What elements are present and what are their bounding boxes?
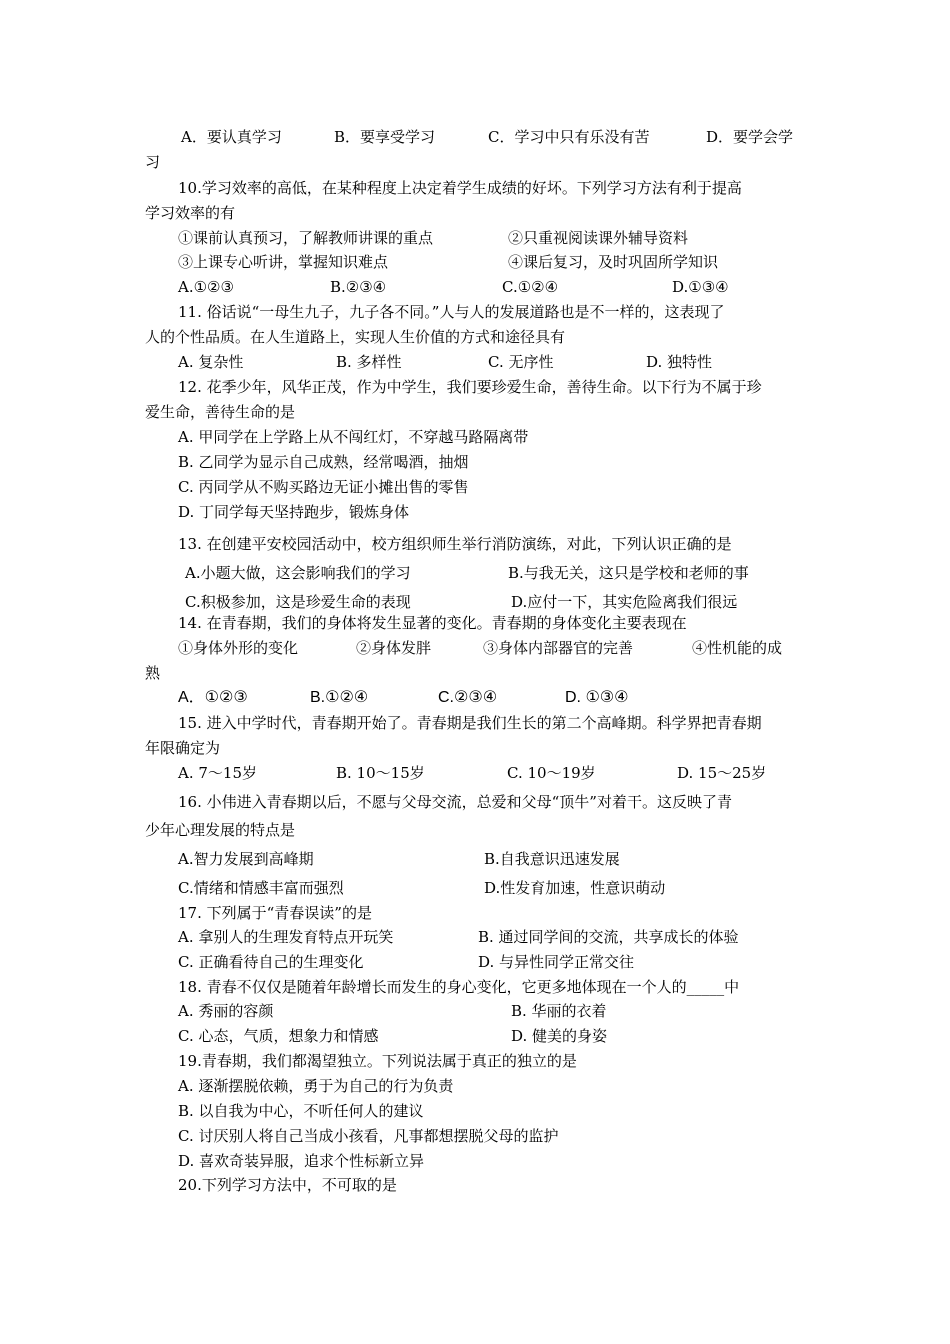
q16-stem-line1: 16. 小伟进入青春期以后，不愿与父母交流，总爱和父母“顶牛”对着干。这反映了青 xyxy=(178,793,732,811)
q18-option-b: B. 华丽的衣着 xyxy=(511,1002,607,1020)
q14-item-4: ④性机能的成 xyxy=(692,639,783,657)
q18-option-c: C. 心态，气质，想象力和情感 xyxy=(178,1027,379,1045)
q19-option-c: C. 讨厌别人将自己当成小孩看，凡事都想摆脱父母的监护 xyxy=(178,1127,559,1145)
q13-option-c: C.积极参加，这是珍爱生命的表现 xyxy=(185,593,411,611)
q17-option-c: C. 正确看待自己的生理变化 xyxy=(178,953,364,971)
q12-stem-line2: 爱生命，善待生命的是 xyxy=(145,403,296,421)
q10-item-4: ④课后复习，及时巩固所学知识 xyxy=(508,253,719,271)
q13-stem: 13. 在创建平安校园活动中，校方组织师生举行消防演练，对此，下列认识正确的是 xyxy=(178,535,732,553)
q10-item-2: ②只重视阅读课外辅导资料 xyxy=(508,229,689,247)
q12-stem-line1: 12. 花季少年，风华正茂，作为中学生，我们要珍爱生命，善待生命。以下行为不属于珍 xyxy=(178,378,762,396)
q10-option-b: B.②③④ xyxy=(330,278,387,296)
q14-item-1: ①身体外形的变化 xyxy=(178,639,299,657)
q17-option-d: D. 与异性同学正常交往 xyxy=(478,953,635,971)
q14-option-d: D. ①③④ xyxy=(565,689,629,706)
q20-stem: 20.下列学习方法中，不可取的是 xyxy=(178,1176,397,1194)
q15-option-a: A. 7～15岁 xyxy=(178,764,257,782)
q10-option-c: C.①②④ xyxy=(502,278,559,296)
q12-option-d: D. 丁同学每天坚持跑步，锻炼身体 xyxy=(178,503,410,521)
q11-stem-line2: 人的个性品质。在人生道路上，实现人生价值的方式和途径具有 xyxy=(145,328,566,346)
q13-option-a: A.小题大做，这会影响我们的学习 xyxy=(185,564,411,582)
q16-option-c: C.情绪和情感丰富而强烈 xyxy=(178,879,344,897)
q14-stem: 14. 在青春期，我们的身体将发生显著的变化。青春期的身体变化主要表现在 xyxy=(178,614,687,632)
q19-option-b: B. 以自我为中心，不听任何人的建议 xyxy=(178,1102,424,1120)
q19-option-d: D. 喜欢奇装异服，追求个性标新立异 xyxy=(178,1152,425,1170)
q13-option-d: D.应付一下，其实危险离我们很远 xyxy=(511,593,738,611)
q11-option-c: C. 无序性 xyxy=(488,353,554,371)
q14-option-c: C.②③④ xyxy=(438,689,498,706)
q9-option-d: D．要学会学 xyxy=(706,128,794,146)
q10-item-3: ③上课专心听讲，掌握知识难点 xyxy=(178,253,389,271)
q18-option-a: A. 秀丽的容颜 xyxy=(178,1002,274,1020)
q10-stem-line1: 10.学习效率的高低，在某种程度上决定着学生成绩的好坏。下列学习方法有利于提高 xyxy=(178,179,742,197)
q12-option-a: A. 甲同学在上学路上从不闯红灯，不穿越马路隔离带 xyxy=(178,428,529,446)
q16-option-a: A.智力发展到高峰期 xyxy=(178,850,314,868)
q11-stem-line1: 11. 俗话说“一母生九子，九子各不同。”人与人的发展道路也是不一样的，这表现了 xyxy=(178,303,725,321)
q18-option-d: D. 健美的身姿 xyxy=(511,1027,608,1045)
q17-option-a: A. 拿别人的生理发育特点开玩笑 xyxy=(178,928,394,946)
q11-option-b: B. 多样性 xyxy=(336,353,402,371)
q14-item-4-wrap: 熟 xyxy=(145,664,161,682)
q10-option-a: A.①②③ xyxy=(178,278,234,296)
q17-option-b: B. 通过同学间的交流，共享成长的体验 xyxy=(478,928,739,946)
q12-option-c: C. 丙同学从不购买路边无证小摊出售的零售 xyxy=(178,478,469,496)
q16-option-b: B.自我意识迅速发展 xyxy=(484,850,620,868)
q11-option-a: A. 复杂性 xyxy=(178,353,244,371)
q15-stem-line2: 年限确定为 xyxy=(145,739,221,757)
q14-item-3: ③身体内部器官的完善 xyxy=(483,639,634,657)
q9-option-c: C．学习中只有乐没有苦 xyxy=(488,128,650,146)
q10-stem-line2: 学习效率的有 xyxy=(145,204,236,222)
q9-option-d-wrap: 习 xyxy=(145,153,161,171)
q10-item-1: ①课前认真预习，了解教师讲课的重点 xyxy=(178,229,434,247)
q9-option-b: B．要享受学习 xyxy=(334,128,436,146)
q13-option-b: B.与我无关，这只是学校和老师的事 xyxy=(508,564,749,582)
q19-option-a: A. 逐渐摆脱依赖，勇于为自己的行为负责 xyxy=(178,1077,454,1095)
q14-option-a: A．①②③ xyxy=(178,689,248,706)
q14-option-b: B.①②④ xyxy=(310,689,369,706)
q18-stem: 18. 青春不仅仅是随着年龄增长而发生的身心变化，它更多地体现在一个人的_____中 xyxy=(178,978,740,996)
q15-option-c: C. 10～19岁 xyxy=(507,764,596,782)
q14-item-2: ②身体发胖 xyxy=(356,639,432,657)
q15-option-b: B. 10～15岁 xyxy=(336,764,425,782)
q15-option-d: D. 15～25岁 xyxy=(677,764,767,782)
q16-stem-line2: 少年心理发展的特点是 xyxy=(145,821,296,839)
q9-option-a: A．要认真学习 xyxy=(181,128,282,146)
q16-option-d: D.性发育加速，性意识萌动 xyxy=(484,879,666,897)
q12-option-b: B. 乙同学为显示自己成熟，经常喝酒，抽烟 xyxy=(178,453,469,471)
q11-option-d: D. 独特性 xyxy=(646,353,713,371)
q17-stem: 17. 下列属于“青春误读”的是 xyxy=(178,904,372,922)
q15-stem-line1: 15. 进入中学时代，青春期开始了。青春期是我们生长的第二个高峰期。科学界把青春期 xyxy=(178,714,762,732)
q19-stem: 19.青春期，我们都渴望独立。下列说法属于真正的独立的是 xyxy=(178,1052,577,1070)
q10-option-d: D.①③④ xyxy=(672,278,729,296)
